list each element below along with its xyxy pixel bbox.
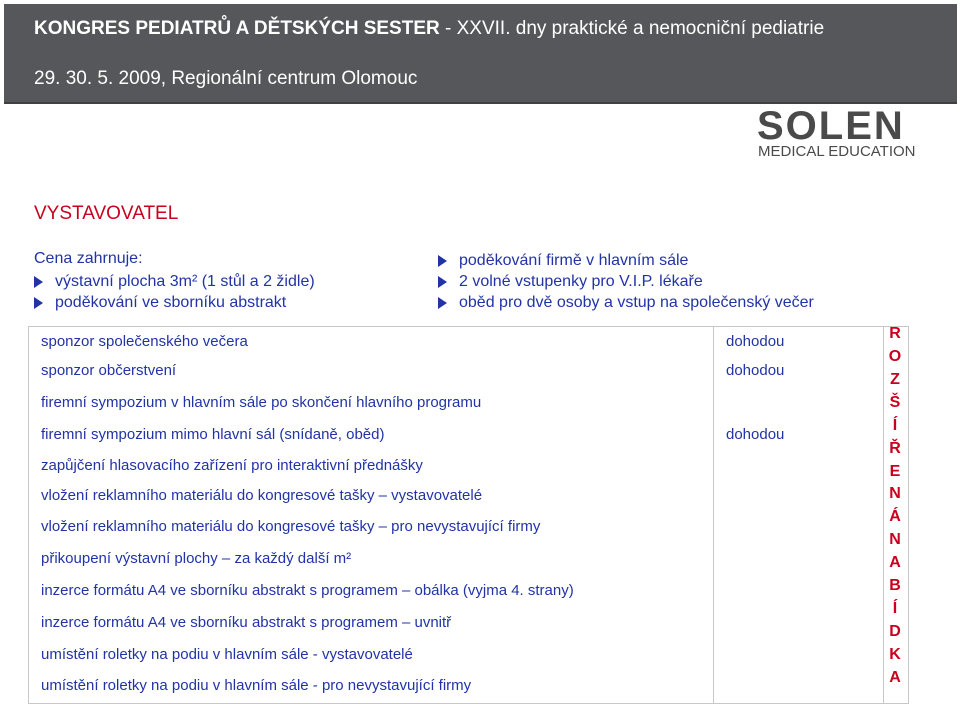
header-date-venue: 29. 30. 5. 2009, Regionální centrum Olomouc — [34, 68, 418, 89]
side-label-letter: N — [889, 531, 901, 549]
table-row-price: dohodou — [726, 333, 785, 350]
arrow-bullet-icon — [34, 276, 43, 288]
table-row-item: firemní sympozium mimo hlavní sál (snídaně, oběd) — [41, 426, 385, 443]
arrow-bullet-icon — [34, 297, 43, 309]
list-item — [438, 250, 814, 271]
includes-right-list — [438, 250, 814, 313]
side-label-letter: Z — [890, 370, 900, 388]
list-item-text: výstavní plocha 3m² (1 stůl a 2 židle) — [55, 273, 315, 290]
arrow-bullet-icon — [438, 255, 447, 267]
list-item-text: 2 volné vstupenky pro V.I.P. lékaře — [459, 273, 703, 290]
table-row-item: firemní sympozium v hlavním sále po skončení hlavního programu — [41, 394, 482, 411]
side-label-letter: D — [889, 622, 901, 640]
header-title-rest: - XXVII. dny praktické a nemocniční pediatrie — [439, 18, 825, 39]
table-row-item: přikoupení výstavní plochy – za každý další m² — [41, 550, 352, 567]
list-item-text: poděkování ve sborníku abstrakt — [55, 294, 287, 311]
table-row-price: dohodou — [726, 362, 785, 379]
list-item-text: poděkování firmě v hlavním sále — [459, 252, 689, 269]
solen-logo — [757, 104, 927, 162]
offer-table — [28, 326, 884, 704]
side-label-letter: R — [889, 325, 901, 342]
side-label-letter: Í — [892, 600, 898, 618]
table-row-price: dohodou — [726, 426, 785, 443]
header-banner — [4, 4, 957, 104]
list-item — [34, 271, 315, 292]
table-row-item: inzerce formátu A4 ve sborníku abstrakt s programem – obálka (vyjma 4. strany) — [41, 582, 574, 599]
side-label-letter: O — [888, 347, 902, 365]
header-title-bold: KONGRES PEDIATRŮ A DĚTSKÝCH SESTER — [34, 18, 440, 39]
logo-main-text: SOLEN — [757, 104, 905, 148]
table-row-item: sponzor společenského večera — [41, 333, 248, 350]
arrow-bullet-icon — [438, 276, 447, 288]
includes-left-list — [34, 271, 315, 313]
side-label-extended-offer — [882, 326, 908, 686]
header-title — [34, 18, 824, 40]
side-label-letter: N — [889, 485, 901, 503]
side-label-letter: B — [889, 577, 901, 595]
side-label-letter: Í — [892, 416, 898, 434]
table-row-item: zapůjčení hlasovacího zařízení pro interaktivní přednášky — [41, 457, 423, 474]
list-item — [34, 292, 315, 313]
list-item — [438, 292, 814, 313]
list-item-text: oběd pro dvě osoby a vstup na společenský večer — [459, 294, 814, 311]
column-divider — [713, 327, 714, 703]
side-label-letter: Š — [889, 393, 901, 411]
table-row-item: vložení reklamního materiálu do kongresové tašky – pro nevystavující firmy — [41, 518, 541, 535]
table-row-item: umístění roletky na podiu v hlavním sále - pro nevystavující firmy — [41, 677, 472, 694]
side-label-letter: A — [889, 554, 901, 572]
table-row-item: inzerce formátu A4 ve sborníku abstrakt s programem – uvnitř — [41, 614, 452, 631]
side-label-letter: Ř — [889, 439, 901, 457]
side-label-letter: Á — [889, 508, 901, 526]
includes-heading: Cena zahrnuje: — [34, 250, 143, 267]
table-row-item: sponzor občerstvení — [41, 362, 177, 379]
list-item — [438, 271, 814, 292]
side-label-letter: K — [889, 645, 901, 663]
logo-sub-text: MEDICAL EDUCATION — [758, 143, 916, 160]
table-row-item: umístění roletky na podiu v hlavním sále - vystavovatelé — [41, 646, 413, 663]
arrow-bullet-icon — [438, 297, 447, 309]
side-label-letter: A — [889, 668, 901, 686]
page-title: VYSTAVOVATEL — [34, 203, 179, 224]
side-label-letter: E — [889, 462, 901, 480]
table-row-item: vložení reklamního materiálu do kongresové tašky – vystavovatelé — [41, 487, 483, 504]
